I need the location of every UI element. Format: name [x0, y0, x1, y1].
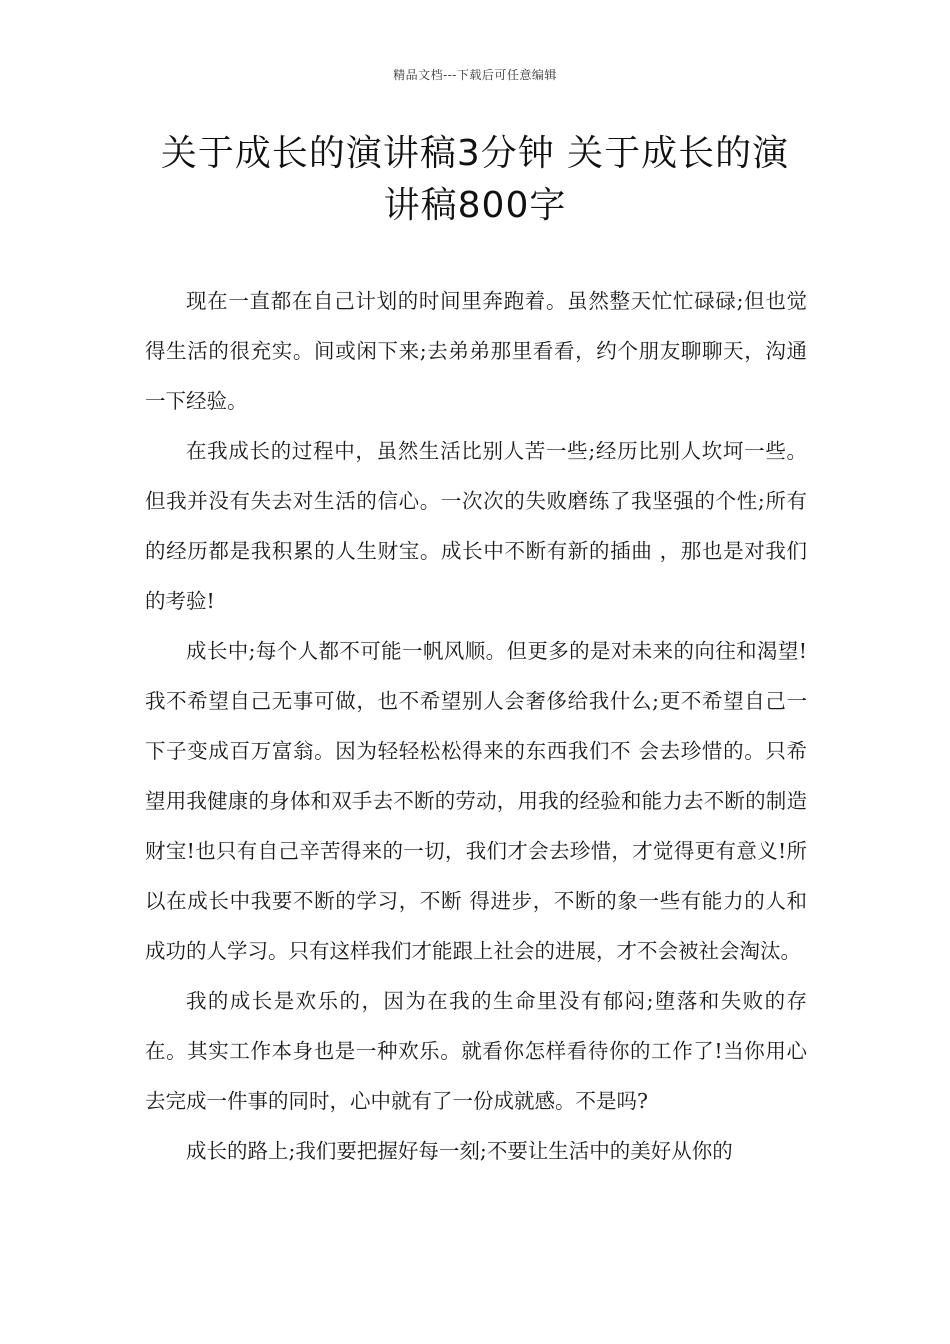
paragraph: 在我成长的过程中，虽然生活比别人苦一些;经历比别人坎坷一些。但我并没有失去对生活的信心。一次次的失败磨练了我坚强的个性;所有的经历都是我积累的人生财宝。成长中不断有新的插曲 ，那也是对我们的考验! — [145, 439, 807, 613]
header-note: 精品文档---下载后可任意编辑 — [393, 68, 557, 82]
paragraph: 现在一直都在自己计划的时间里奔跑着。虽然整天忙忙碌碌;但也觉得生活的很充实。间或闲下来;去弟弟那里看看，约个朋友聊聊天，沟通一下经验。 — [145, 289, 807, 413]
document-body — [145, 276, 807, 1176]
document-title: 关于成长的演讲稿3分钟 关于成长的演讲稿800字 — [160, 133, 790, 226]
paragraph: 成长中;每个人都不可能一帆风顺。但更多的是对未来的向往和渴望!我不希望自己无事可做，也不希望别人会奢侈给我什么;更不希望自己一下子变成百万富翁。因为轻轻松松得来的东西我们不 会去珍惜的。只希望用我健康的身体和双手去不断的劳动，用我的经验和能力去不断的制造财宝!也只有自己辛苦得来的一切，我们才会去珍惜，才觉得更有意义!所以在成长中我要不断的学习，不断 得进步，不断的象一些有能力的人和成功的人学习。只有这样我们才能跟上社会的进展，才不会被社会淘汰。 — [145, 639, 807, 963]
paragraph: 成长的路上;我们要把握好每一刻;不要让生活中的美好从你的 — [186, 1139, 733, 1163]
paragraph: 我的成长是欢乐的，因为在我的生命里没有郁闷;堕落和失败的存在。其实工作本身也是一种欢乐。就看你怎样看待你的工作了!当你用心去完成一件事的同时，心中就有了一份成就感。不是吗? — [145, 989, 807, 1113]
